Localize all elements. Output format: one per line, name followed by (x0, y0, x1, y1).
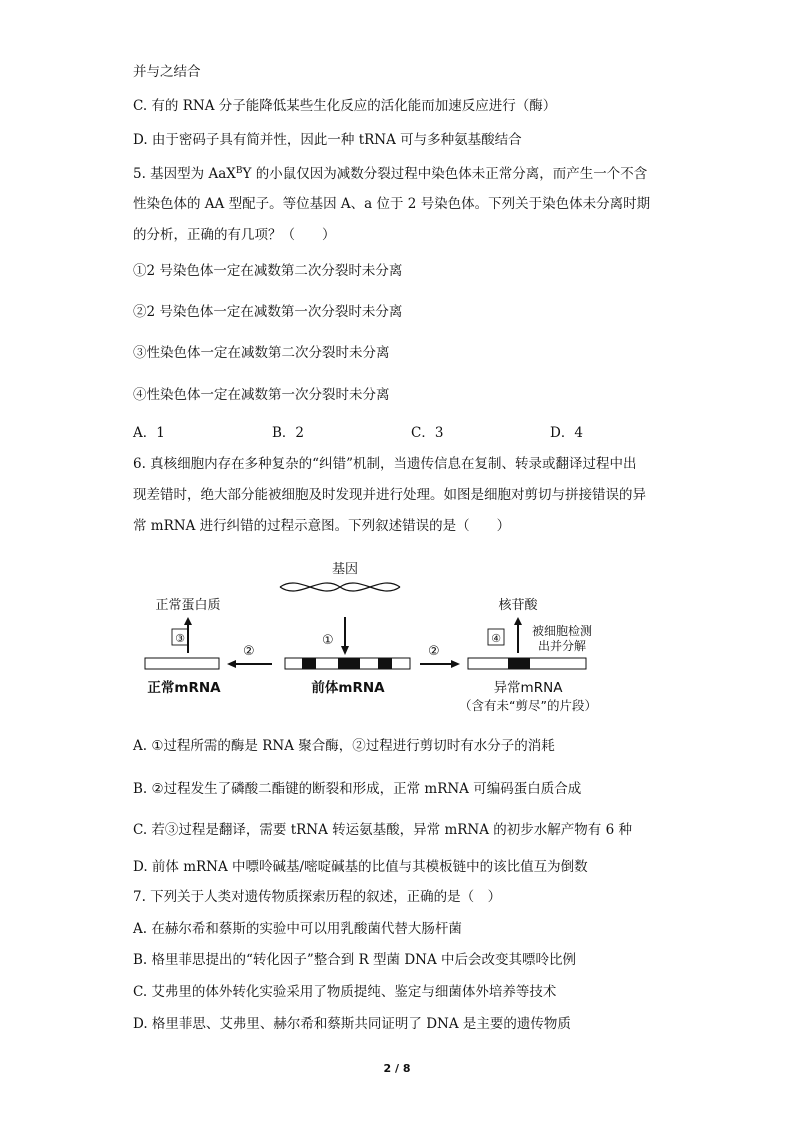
label-nucleotide: 核苷酸 (498, 598, 538, 613)
label-decomposed: 出并分解 (538, 639, 587, 653)
q5-stem-line2: 性染色体的 AA 型配子。等位基因 A、a 位于 2 号染色体。下列关于染色体未分离时期 (133, 196, 651, 212)
intron-segment (378, 658, 392, 669)
uncut-segment (508, 658, 530, 669)
q5-stem-part: Y 的小鼠仅因为减数分裂过程中染色体未正常分离，而产生一个不含 (242, 166, 648, 182)
intron-segment (338, 658, 360, 669)
q7-option-c: C. 艾弗里的体外转化实验采用了物质提纯、鉴定与细菌体外培养等技术 (133, 984, 557, 1000)
q7-option-a: A. 在赫尔希和蔡斯的实验中可以用乳酸菌代替大肠杆菌 (133, 921, 462, 937)
q5-option-d: D．4 (550, 425, 583, 441)
step-label-3: ③ (175, 632, 185, 645)
arrowhead (184, 617, 192, 625)
q6-stem-line1: 6. 真核细胞内存在多种复杂的“纠错”机制，当遗传信息在复制、转录或翻译过程中出 (133, 456, 637, 472)
step-label-1: ① (322, 633, 334, 648)
arrowhead (451, 660, 460, 668)
label-pre-mrna: 前体mRNA (311, 680, 385, 696)
dna-strand (280, 583, 400, 591)
q5-superscript: B (235, 166, 243, 176)
q6-option-b: B. ②过程发生了磷酸二酯键的断裂和形成，正常 mRNA 可编码蛋白质合成 (133, 781, 582, 797)
arrowhead (341, 646, 349, 655)
arrowhead (227, 660, 236, 668)
text-line: 并与之结合 (133, 64, 201, 80)
q6-option-a: A. ①过程所需的酶是 RNA 聚合酶，②过程进行剪切时有水分子的消耗 (133, 738, 555, 754)
q5-stem-line1 (133, 165, 647, 183)
q5-statement-2: ②2 号染色体一定在减数第一次分裂时未分离 (133, 304, 403, 320)
q6-stem-line2: 现差错时，绝大部分能被细胞及时发现并进行处理。如图是细胞对剪切与拼接错误的异 (133, 487, 646, 503)
q5-option-b: B．2 (272, 425, 305, 441)
q7-option-b: B. 格里菲思提出的“转化因子”整合到 R 型菌 DNA 中后会改变其嘌呤比例 (133, 952, 577, 968)
arrowhead (514, 617, 522, 625)
normal-mrna-bar (145, 658, 219, 669)
step-label-2: ② (243, 644, 255, 659)
q7-stem: 7. 下列关于人类对遗传物质探索历程的叙述，正确的是（ ） (133, 889, 502, 905)
step-label-4: ④ (491, 632, 501, 645)
q5-statement-1: ①2 号染色体一定在减数第二次分裂时未分离 (133, 263, 403, 279)
q6-option-d: D. 前体 mRNA 中嘌呤碱基/嘧啶碱基的比值与其模板链中的该比值互为倒数 (133, 859, 588, 875)
q5-stem-line3: 的分析，正确的有几项？（ ） (133, 227, 336, 243)
q4-option-d: D. 由于密码子具有简并性，因此一种 tRNA 可与多种氨基酸结合 (133, 132, 522, 148)
q6-option-c: C. 若③过程是翻译，需要 tRNA 转运氨基酸，异常 mRNA 的初步水解产物有 6 种 (133, 822, 632, 838)
mrna-correction-diagram (130, 555, 630, 725)
page-number: 2 / 8 (383, 1062, 411, 1075)
step-label-2: ② (428, 644, 440, 659)
label-gene: 基因 (331, 562, 359, 577)
label-normal-protein: 正常蛋白质 (155, 598, 221, 613)
q4-option-c: C. 有的 RNA 分子能降低某些生化反应的活化能而加速反应进行（酶） (133, 98, 557, 114)
q5-option-a: A．1 (133, 425, 165, 441)
label-detected: 被细胞检测 (532, 624, 593, 638)
q5-stem-part: 5. 基因型为 AaX (133, 166, 236, 182)
q5-statement-3: ③性染色体一定在减数第二次分裂时未分离 (133, 345, 390, 361)
q5-option-c: C．3 (411, 425, 444, 441)
label-abnormal-note: （含有未“剪尽”的片段） (459, 698, 597, 713)
q7-option-d: D. 格里菲思、艾弗里、赫尔希和蔡斯共同证明了 DNA 是主要的遗传物质 (133, 1016, 571, 1032)
intron-segment (302, 658, 316, 669)
q6-stem-line3: 常 mRNA 进行纠错的过程示意图。下列叙述错误的是（ ） (133, 518, 511, 534)
q5-statement-4: ④性染色体一定在减数第一次分裂时未分离 (133, 387, 390, 403)
label-normal-mrna: 正常mRNA (147, 680, 221, 696)
label-abnormal-mrna: 异常mRNA (493, 680, 563, 696)
